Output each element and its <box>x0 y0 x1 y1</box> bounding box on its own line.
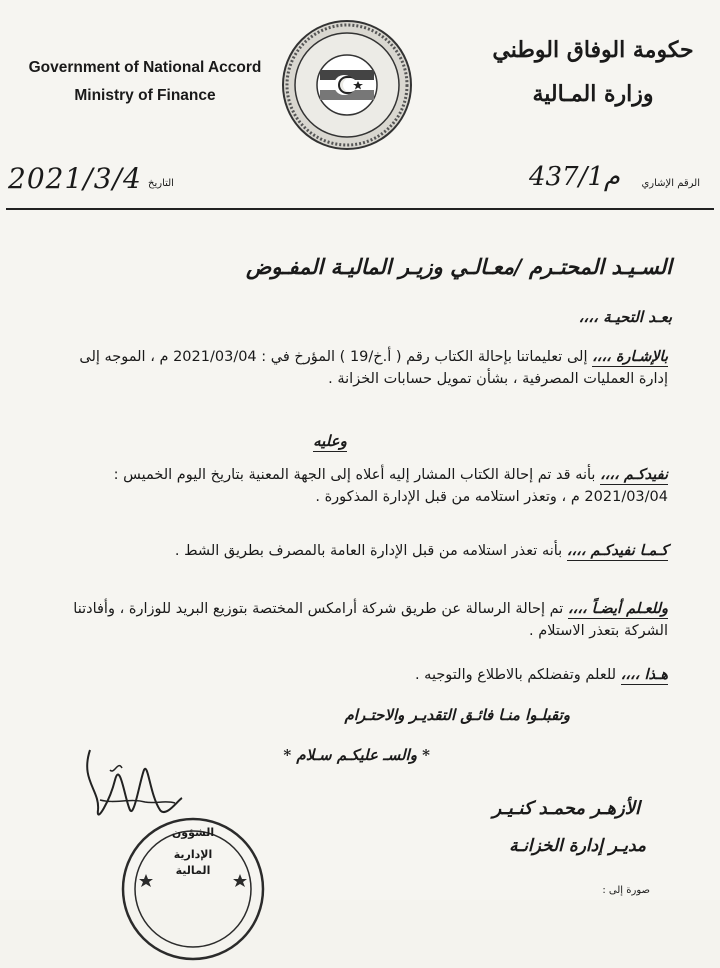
closing-regards: وتقبلـوا منـا فائـق التقديـر والاحتـرام <box>344 706 570 724</box>
seal-emblem-icon <box>280 18 414 152</box>
signatory-title: مديـر إدارة الخزانـة <box>509 836 646 856</box>
reference-field <box>500 160 700 200</box>
section-heading: وعليه <box>313 432 347 450</box>
paragraph-text: بأنه قد تم إحالة الكتاب المشار إليه أعلاه إلى الجهة المعنية بتاريخ اليوم الخميس : 2021/03/04 م ، وتعذر استلامه من قبل الإدارة المذكورة . <box>113 467 668 505</box>
stamp-text-1: الشؤون <box>171 826 215 839</box>
stamp-text-3: المالية <box>175 864 211 877</box>
paragraph-also-inform <box>58 540 668 562</box>
greeting: بعـد التحيـة ،،،، <box>578 308 672 326</box>
date-value: 2021/3/4 <box>8 162 142 195</box>
english-letterhead <box>14 54 276 110</box>
ar-ministry-name: وزارة المـالية <box>532 81 654 107</box>
header-divider <box>6 208 714 210</box>
reference-label: الرقم الإشاري <box>641 178 700 189</box>
date-field <box>8 160 208 200</box>
stamp-text-2: الإدارية <box>173 848 213 861</box>
en-government-name: Government of National Accord <box>28 59 262 76</box>
paragraph-text: بأنه تعذر استلامه من قبل الإدارة العامة بالمصرف بطريق الشط . <box>174 543 563 559</box>
reference-value: 437/1م <box>528 162 620 192</box>
addressee-line: السـيـد المحتـرم /معـالـي وزيـر الماليـة المفـوض <box>245 254 672 279</box>
ar-government-name: حكومة الوفاق الوطني <box>492 37 694 63</box>
department-stamp <box>118 814 268 964</box>
paragraph-lead: نفيدكـم ،،،، <box>600 467 668 483</box>
paragraph-text: للعلم وتفضلكم بالاطلاع والتوجيه . <box>414 667 617 683</box>
paragraph-for-knowledge <box>58 598 668 642</box>
arabic-letterhead <box>488 28 698 116</box>
paragraph-lead: وللعـلم أيضـاً ،،،، <box>567 601 668 617</box>
date-label: التاريخ <box>148 178 174 189</box>
state-seal <box>280 18 414 152</box>
paragraph-closing <box>58 664 668 686</box>
paragraph-lead: كـمـا نفيدكـم ،،،، <box>566 543 668 559</box>
paragraph-lead: بالإشـارة ،،،، <box>592 349 668 365</box>
paragraph-reference <box>58 346 668 390</box>
paragraph-lead: هـذا ،،،، <box>620 667 668 683</box>
paragraph-text: إلى تعليماتنا بإحالة الكتاب رقم ( أ.خ/19 ) المؤرخ في : 2021/03/04 م ، الموجه إلى إدارة العمليات المصرفية ، بشأن تمويل حسابات الخزانة . <box>79 349 668 387</box>
en-ministry-name: Ministry of Finance <box>74 87 216 104</box>
paragraph-text: تم إحالة الرسالة عن طريق شركة أرامكس المختصة بتوزيع البريد للوزارة ، وأفادتنا الشركة بتعذر الاستلام . <box>73 601 668 639</box>
salaam-line: * والسـ عليكـم سـلام * <box>283 746 430 764</box>
copy-to-note: صورة إلى : <box>602 885 650 896</box>
paragraph-inform <box>58 464 668 508</box>
signatory-name: الأزهـر محمـد كنـيـر <box>492 798 640 819</box>
